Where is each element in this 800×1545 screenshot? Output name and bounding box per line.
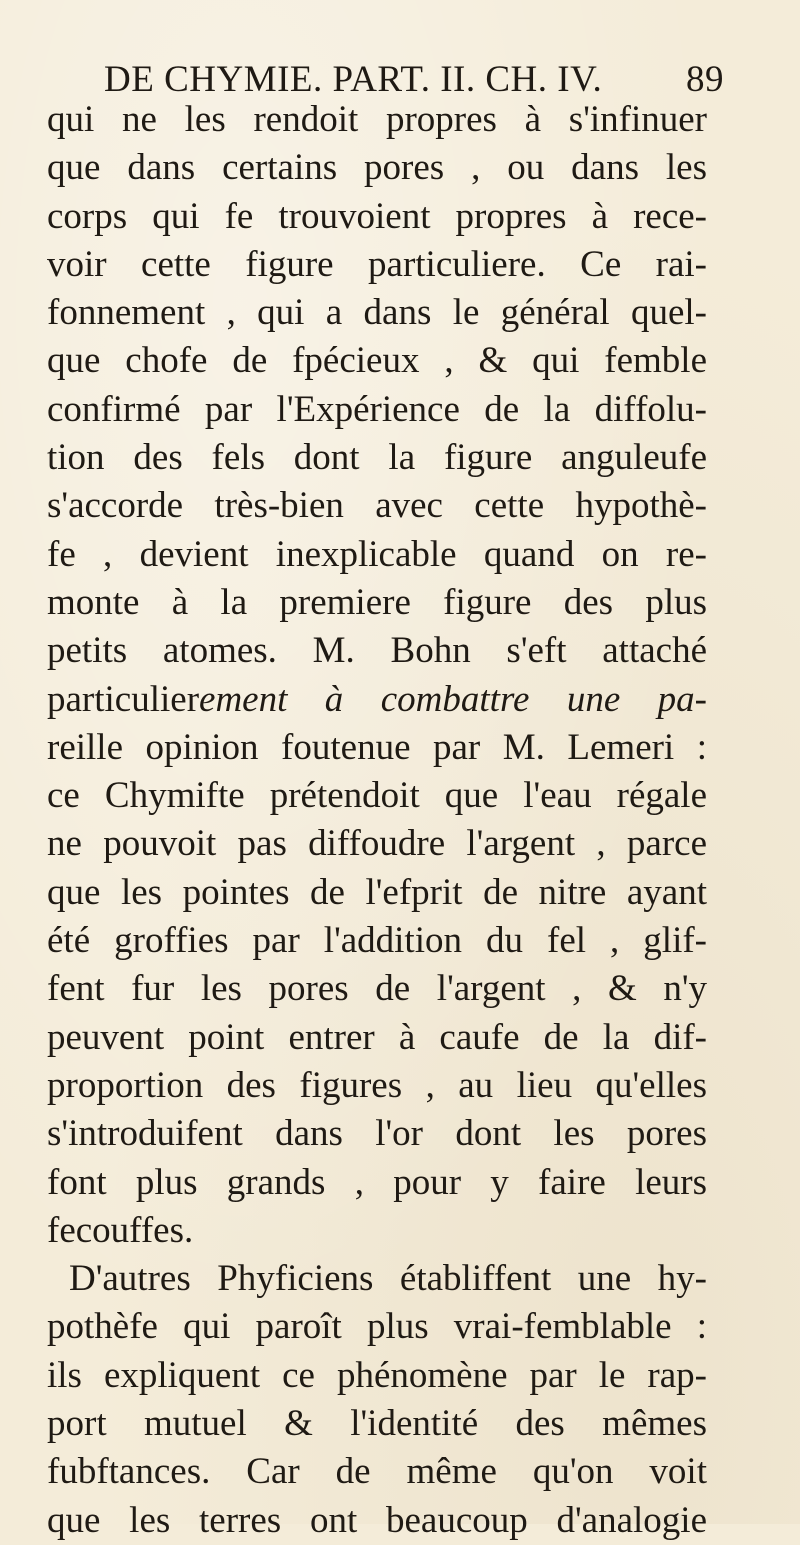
- text-line: fonnement , qui a dans le général quel-: [47, 292, 707, 334]
- page-number: 89: [686, 59, 724, 100]
- text-line: que les terres ont beaucoup d'analogie: [47, 1499, 707, 1541]
- text-line: que chofe de fpécieux , & qui femble: [47, 340, 707, 382]
- text-line: pothèfe qui paroît plus vrai-femblable :: [47, 1306, 707, 1348]
- text-line: s'introduifent dans l'or dont les pores: [47, 1113, 707, 1155]
- text-line: reille opinion foutenue par M. Lemeri :: [47, 726, 707, 768]
- text-line: font plus grands , pour y faire leurs: [47, 1161, 707, 1203]
- text-line: proportion des figures , au lieu qu'elles: [47, 1064, 707, 1106]
- text-line: voir cette figure particuliere. Ce rai-: [47, 243, 707, 285]
- text-line: fent fur les pores de l'argent , & n'y: [47, 968, 707, 1010]
- text-line: qui ne les rendoit propres à s'infinuer: [47, 99, 707, 140]
- text-line: que les pointes de l'efprit de nitre ayant: [47, 871, 707, 913]
- text-line: été groffies par l'addition du fel , glif-: [47, 920, 707, 962]
- text-line: que dans certains pores , ou dans les: [47, 147, 707, 189]
- text-line: fecouffes.: [47, 1209, 194, 1251]
- text-line: port mutuel & l'identité des mêmes: [47, 1403, 707, 1445]
- text-line: particulierement à combattre une pa-: [47, 678, 707, 720]
- body-text: [47, 96, 707, 1545]
- text-line: peuvent point entrer à caufe de la dif-: [47, 1016, 707, 1058]
- text-line: monte à la premiere figure des plus: [47, 581, 707, 623]
- text-line: fe , devient inexplicable quand on re-: [47, 533, 707, 575]
- text-line: s'accorde très-bien avec cette hypothè-: [47, 485, 707, 527]
- text-line: confirmé par l'Expérience de la diffolu-: [47, 388, 707, 430]
- text-line: fubftances. Car de même qu'on voit: [47, 1451, 707, 1493]
- text-line: D'autres Phyficiens établiffent une hy-: [69, 1258, 707, 1300]
- text-line: corps qui fe trouvoient propres à rece-: [47, 195, 707, 237]
- text-line: ils expliquent ce phénomène par le rap-: [47, 1354, 707, 1396]
- running-title: DE CHYMIE. PART. II. CH. IV.: [104, 59, 603, 100]
- text-line: petits atomes. M. Bohn s'eft attaché: [47, 630, 707, 672]
- text-line: tion des fels dont la figure anguleufe: [47, 437, 707, 479]
- text-line: ne pouvoit pas diffoudre l'argent , parce: [47, 823, 707, 865]
- text-line: ce Chymifte prétendoit que l'eau régale: [47, 775, 707, 817]
